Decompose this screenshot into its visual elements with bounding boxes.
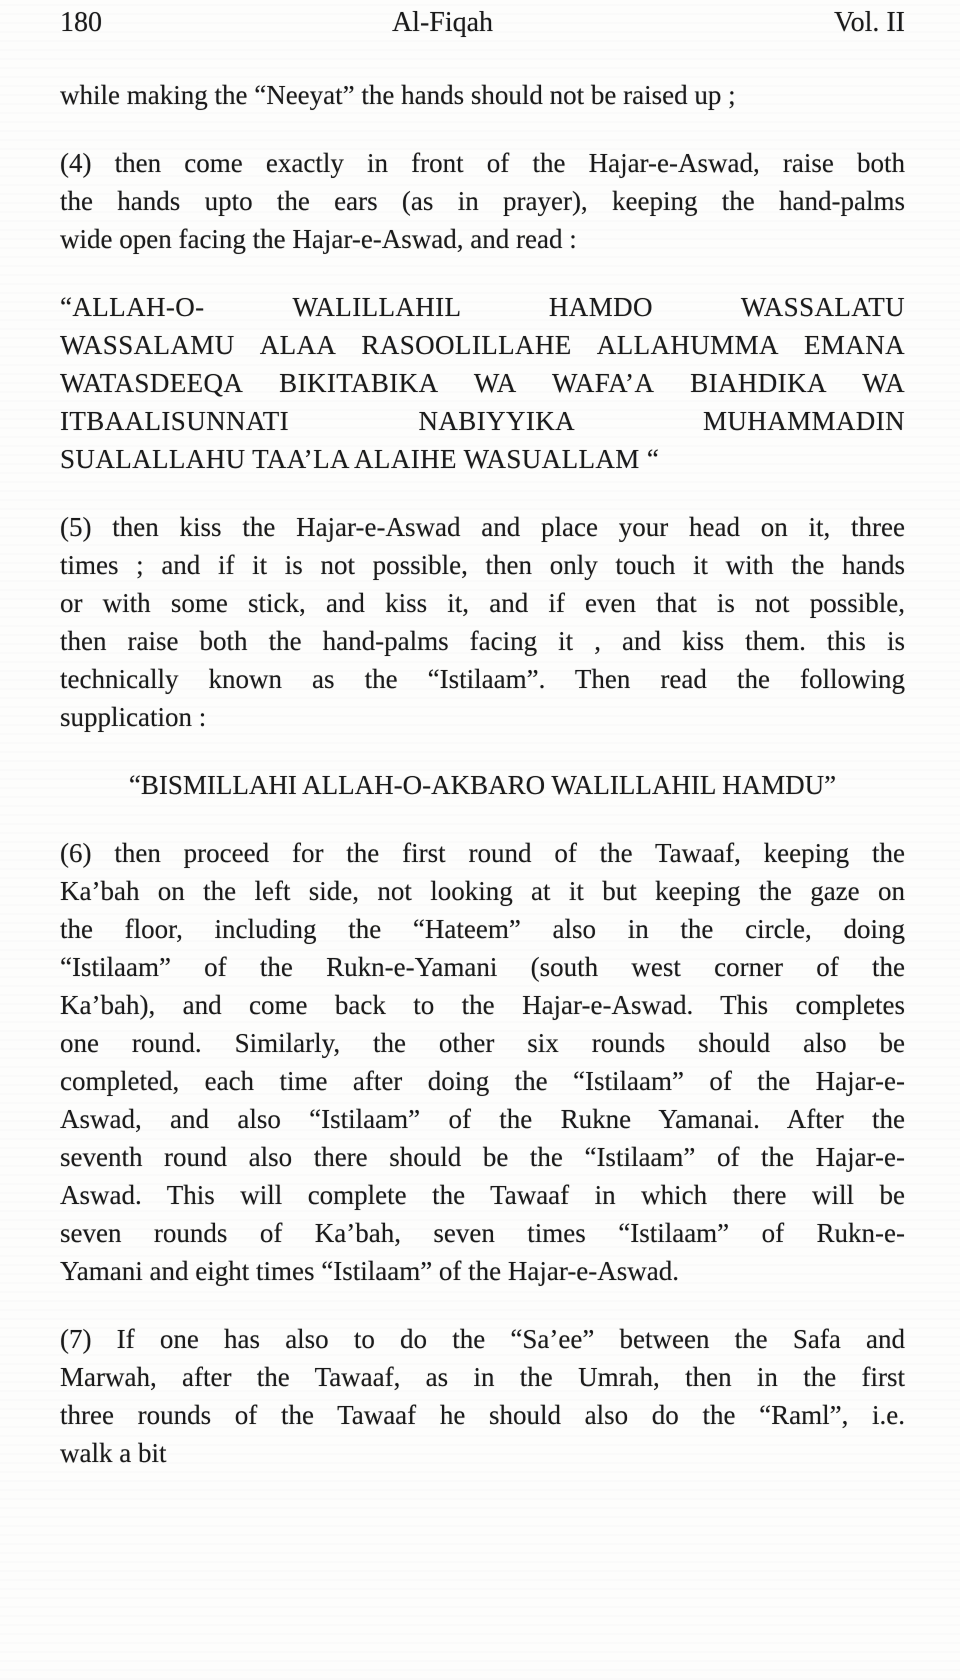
text-line: “ALLAH-O- WALILLAHIL HAMDO WASSALATU bbox=[60, 292, 905, 322]
text-line: WASSALAMU ALAA RASOOLILLAHE ALLAHUMMA EMANA bbox=[60, 330, 905, 360]
book-title: Al-Fiqah bbox=[391, 7, 494, 38]
text-line: while making the “Neeyat” the hands should not be raised up ; bbox=[60, 80, 736, 110]
text-line: (4) then come exactly in front of the Hajar-e-Aswad, raise both bbox=[60, 148, 905, 178]
text-line: (6) then proceed for the first round of the Tawaaf, keeping the bbox=[60, 838, 905, 868]
text-line: the hands upto the ears (as in prayer), keeping the hand-palms bbox=[60, 186, 905, 216]
text-line: wide open facing the Hajar-e-Aswad, and read : bbox=[60, 224, 577, 254]
text-line: Aswad, and also “Istilaam” of the Rukne Yamanai. After the bbox=[60, 1104, 905, 1134]
text-line: seventh round also there should be the “Istilaam” of the Hajar-e- bbox=[60, 1142, 905, 1172]
text-line: “Istilaam” of the Rukn-e-Yamani (south west corner of the bbox=[60, 952, 905, 982]
text-line: “BISMILLAHI ALLAH-O-AKBARO WALILLAHIL HAMDU” bbox=[128, 770, 837, 800]
text-line: then raise both the hand-palms facing it , and kiss them. this is bbox=[60, 626, 905, 656]
text-line: the floor, including the “Hateem” also in the circle, doing bbox=[60, 914, 905, 944]
text-line: times ; and if it is not possible, then only touch it with the hands bbox=[60, 550, 905, 580]
text-line: ITBAALISUNNATI NABIYYIKA MUHAMMADIN bbox=[60, 406, 905, 436]
paragraph bbox=[60, 766, 905, 804]
text-line: three rounds of the Tawaaf he should also do the “Raml”, i.e. bbox=[60, 1400, 905, 1430]
page-body bbox=[60, 76, 905, 1502]
paragraph bbox=[60, 144, 905, 258]
paragraph bbox=[60, 508, 905, 736]
text-line: Yamani and eight times “Istilaam” of the Hajar-e-Aswad. bbox=[60, 1256, 680, 1286]
paragraph bbox=[60, 1320, 905, 1472]
text-line: supplication : bbox=[60, 702, 207, 732]
volume-label: Vol. II bbox=[833, 7, 905, 38]
text-line: seven rounds of Ka’bah, seven times “Istilaam” of Rukn-e- bbox=[60, 1218, 905, 1248]
text-line: or with some stick, and kiss it, and if even that is not possible, bbox=[60, 588, 905, 618]
text-line: completed, each time after doing the “Istilaam” of the Hajar-e- bbox=[60, 1066, 905, 1096]
page-header bbox=[60, 6, 905, 40]
paragraph bbox=[60, 834, 905, 1290]
text-line: Aswad. This will complete the Tawaaf in which there will be bbox=[60, 1180, 905, 1210]
text-line: technically known as the “Istilaam”. Then read the following bbox=[60, 664, 905, 694]
paragraph bbox=[60, 288, 905, 478]
text-line: Ka’bah on the left side, not looking at it but keeping the gaze on bbox=[60, 876, 905, 906]
text-line: Ka’bah), and come back to the Hajar-e-Aswad. This completes bbox=[60, 990, 905, 1020]
text-line: Marwah, after the Tawaaf, as in the Umrah, then in the first bbox=[60, 1362, 905, 1392]
text-line: (5) then kiss the Hajar-e-Aswad and place your head on it, three bbox=[60, 512, 905, 542]
text-line: SUALALLAHU TAA’LA ALAIHE WASUALLAM “ bbox=[60, 444, 660, 474]
text-line: WATASDEEQA BIKITABIKA WA WAFA’A BIAHDIKA WA bbox=[60, 368, 905, 398]
text-line: (7) If one has also to do the “Sa’ee” between the Safa and bbox=[60, 1324, 905, 1354]
text-line: walk a bit bbox=[60, 1438, 167, 1468]
text-line: one round. Similarly, the other six rounds should also be bbox=[60, 1028, 905, 1058]
page-number: 180 bbox=[60, 7, 102, 38]
paragraph bbox=[60, 76, 905, 114]
